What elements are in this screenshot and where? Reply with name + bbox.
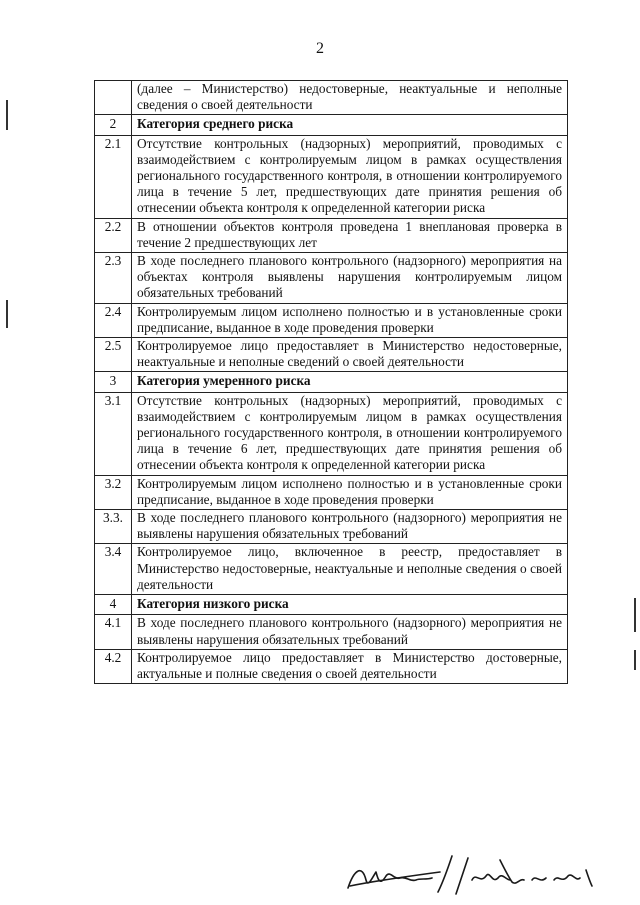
row-number: 2.5 bbox=[95, 338, 132, 372]
table-row bbox=[95, 253, 568, 304]
category-title: Категория среднего риска bbox=[132, 115, 568, 135]
row-number bbox=[95, 81, 132, 115]
table-row bbox=[95, 510, 568, 544]
row-number: 4 bbox=[95, 595, 132, 615]
risk-category-table bbox=[94, 80, 568, 684]
table-row bbox=[95, 649, 568, 683]
category-header-row bbox=[95, 595, 568, 615]
criterion-text: Отсутствие контрольных (надзорных) мероприятий, проводимых с взаимодействием с контролируемым лицом в рамках осуществления регионального государственного контроля, в отношении контролируемого лица в течение 5 лет, предшествующих дате принятия решения об отнесении объекта контроля к определенной категории риска bbox=[132, 135, 568, 218]
criterion-text: В ходе последнего планового контрольного (надзорного) мероприятия не выявлены нарушения обязательных требований bbox=[132, 615, 568, 649]
category-title: Категория умеренного риска bbox=[132, 372, 568, 392]
criterion-text: Контролируемое лицо, включенное в реестр, предоставляет в Министерство недостоверные, неактуальные и неполные сведения о своей деятельности bbox=[132, 544, 568, 595]
row-number: 3.1 bbox=[95, 392, 132, 475]
category-header-row bbox=[95, 372, 568, 392]
table-row bbox=[95, 475, 568, 509]
category-title: Категория низкого риска bbox=[132, 595, 568, 615]
left-margin-mark bbox=[6, 300, 8, 328]
right-margin-mark bbox=[634, 650, 636, 670]
row-number: 4.1 bbox=[95, 615, 132, 649]
criterion-text: Контролируемым лицом исполнено полностью и в установленные сроки предписание, выданное в ходе проведения проверки bbox=[132, 303, 568, 337]
table-row bbox=[95, 218, 568, 252]
table-row bbox=[95, 303, 568, 337]
table-row bbox=[95, 544, 568, 595]
row-number: 2 bbox=[95, 115, 132, 135]
criterion-text: В отношении объектов контроля проведена 1 внеплановая проверка в течение 2 предшествующих лет bbox=[132, 218, 568, 252]
category-header-row bbox=[95, 115, 568, 135]
row-number: 3 bbox=[95, 372, 132, 392]
table-row bbox=[95, 392, 568, 475]
criterion-text: В ходе последнего планового контрольного (надзорного) мероприятия на объектах контроля выявлены нарушения контролируемым лицом обязательных требований bbox=[132, 253, 568, 304]
row-number: 2.3 bbox=[95, 253, 132, 304]
left-margin-mark bbox=[6, 100, 8, 130]
table-row bbox=[95, 615, 568, 649]
criterion-text: Отсутствие контрольных (надзорных) мероприятий, проводимых с взаимодействием с контролируемым лицом в рамках осуществления регионального государственного контроля, в отношении контролируемого лица в течение 6 лет, предшествующих дате принятия решения об отнесении объекта контроля к определенной категории риска bbox=[132, 392, 568, 475]
row-number: 3.2 bbox=[95, 475, 132, 509]
row-number: 2.2 bbox=[95, 218, 132, 252]
row-number: 4.2 bbox=[95, 649, 132, 683]
table-row bbox=[95, 81, 568, 115]
table-row bbox=[95, 338, 568, 372]
row-number: 2.1 bbox=[95, 135, 132, 218]
right-margin-mark bbox=[634, 598, 636, 632]
handwritten-signature bbox=[340, 850, 600, 900]
page-number: 2 bbox=[316, 40, 324, 57]
criterion-text: (далее – Министерство) недостоверные, неактуальные и неполные сведения о своей деятельности bbox=[132, 81, 568, 115]
row-number: 3.3. bbox=[95, 510, 132, 544]
criterion-text: Контролируемым лицом исполнено полностью и в установленные сроки предписание, выданное в ходе проведения проверки bbox=[132, 475, 568, 509]
criterion-text: В ходе последнего планового контрольного (надзорного) мероприятия не выявлены нарушения обязательных требований bbox=[132, 510, 568, 544]
row-number: 2.4 bbox=[95, 303, 132, 337]
row-number: 3.4 bbox=[95, 544, 132, 595]
criterion-text: Контролируемое лицо предоставляет в Министерство достоверные, актуальные и полные сведения о своей деятельности bbox=[132, 649, 568, 683]
criterion-text: Контролируемое лицо предоставляет в Министерство недостоверные, неактуальные и неполные сведений о своей деятельности bbox=[132, 338, 568, 372]
table-row bbox=[95, 135, 568, 218]
